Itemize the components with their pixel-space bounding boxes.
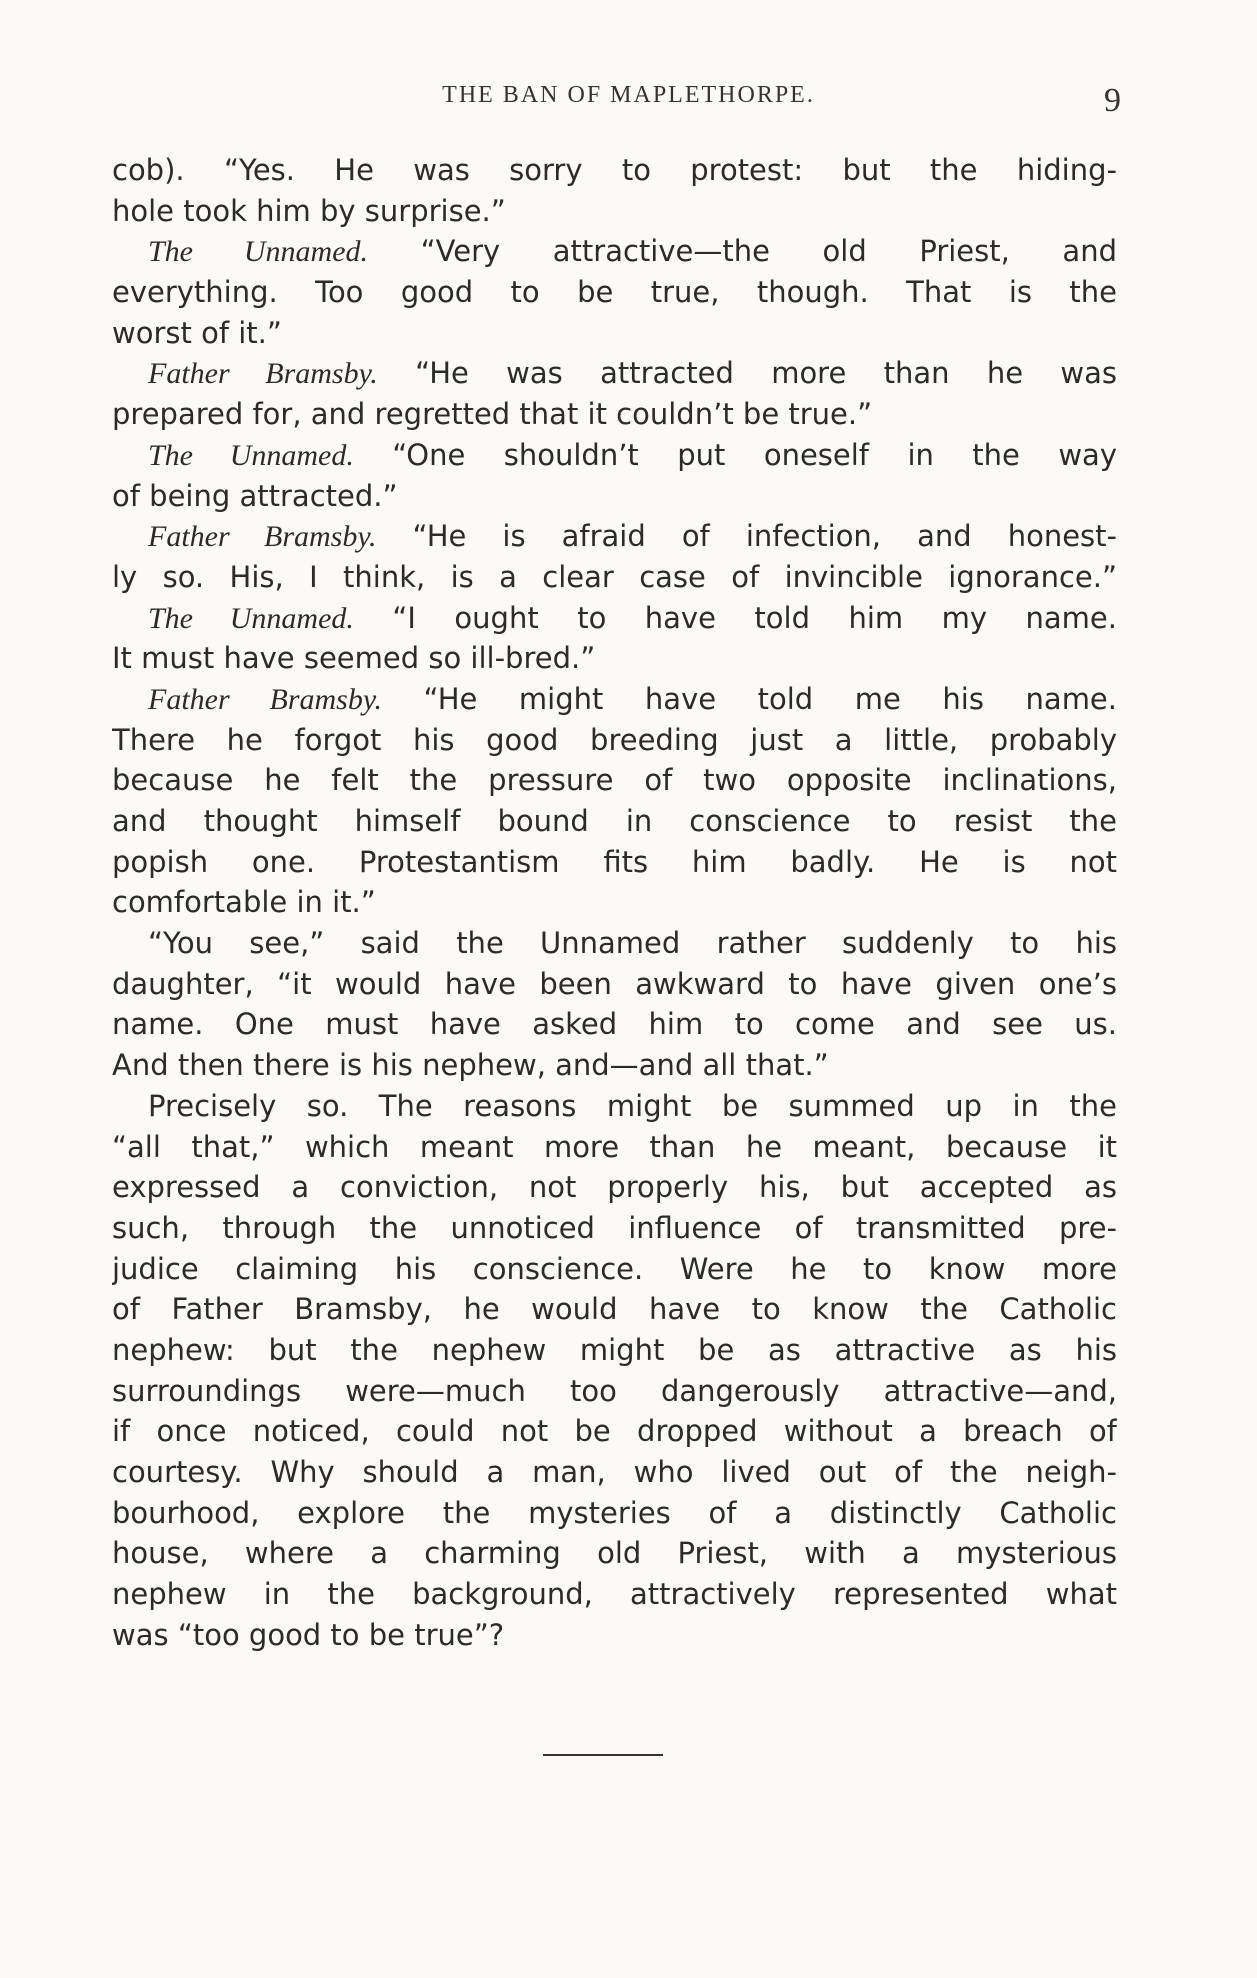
text-line xyxy=(112,720,1117,761)
text-line xyxy=(112,1533,1117,1574)
text-line xyxy=(112,1208,1117,1249)
text-line xyxy=(112,1411,1117,1452)
line-text: And then there is his nephew, and—and all that.” xyxy=(112,1048,829,1083)
line-text: “You see,” said the Unnamed rather suddenly to his xyxy=(148,926,1117,961)
text-line xyxy=(112,1574,1117,1615)
line-text: hole took him by surprise.” xyxy=(112,193,506,228)
text-line xyxy=(112,394,1117,435)
text-line xyxy=(112,1289,1117,1330)
running-head xyxy=(0,78,1257,118)
text-line xyxy=(112,842,1117,883)
text-line xyxy=(112,1330,1117,1371)
line-text: daughter, “it would have been awkward to have given one’s xyxy=(112,966,1117,1001)
line-text: “He is afraid of infection, and honest- xyxy=(376,519,1117,554)
line-text: bourhood, explore the mysteries of a distinctly Catholic xyxy=(112,1495,1117,1530)
body-text xyxy=(112,150,1117,1655)
line-text: surroundings were—much too dangerously attractive—and, xyxy=(112,1373,1117,1408)
text-line xyxy=(112,923,1117,964)
line-text: if once noticed, could not be dropped without a breach of xyxy=(112,1414,1117,1449)
text-line xyxy=(112,1004,1117,1045)
line-text: nephew: but the nephew might be as attractive as his xyxy=(112,1332,1117,1367)
line-text: and thought himself bound in conscience to resist the xyxy=(112,804,1117,838)
text-line xyxy=(112,476,1117,517)
line-text: popish one. Protestantism fits him badly. He is not xyxy=(112,844,1117,879)
line-text: courtesy. Why should a man, who lived out of the neigh- xyxy=(112,1455,1117,1489)
text-line xyxy=(112,598,1117,639)
text-line xyxy=(112,1127,1117,1168)
text-line xyxy=(112,353,1117,394)
end-rule xyxy=(543,1754,663,1756)
line-text: It must have seemed so ill-bred.” xyxy=(112,641,596,676)
line-text: prepared for, and regretted that it couldn’t be true.” xyxy=(112,397,873,432)
text-line xyxy=(112,1493,1117,1534)
line-text: “He was attracted more than he was xyxy=(377,356,1117,391)
line-text: expressed a conviction, not properly his, but accepted as xyxy=(112,1170,1117,1205)
line-text: Precisely so. The reasons might be summed up in the xyxy=(148,1088,1117,1123)
speaker-name: Father Bramsby. xyxy=(148,682,382,716)
text-line xyxy=(112,516,1117,557)
text-line xyxy=(112,801,1117,842)
text-line xyxy=(112,557,1117,598)
text-line xyxy=(112,1615,1117,1656)
text-line xyxy=(112,313,1117,354)
speaker-name: Father Bramsby. xyxy=(148,520,377,554)
line-text: “Very attractive—the old Priest, and xyxy=(368,234,1117,269)
line-text: of being attracted.” xyxy=(112,478,398,513)
text-line xyxy=(112,191,1117,232)
line-text: There he forgot his good breeding just a little, probably xyxy=(112,722,1117,757)
text-line xyxy=(112,272,1117,313)
line-text: “all that,” which meant more than he meant, because it xyxy=(112,1129,1117,1164)
text-line xyxy=(112,1371,1117,1412)
line-text: “I ought to have told him my name. xyxy=(353,600,1117,635)
text-line xyxy=(112,435,1117,476)
text-line xyxy=(112,882,1117,923)
line-text: such, through the unnoticed influence of transmitted pre- xyxy=(112,1210,1117,1245)
line-text: everything. Too good to be true, though. That is the xyxy=(112,275,1117,310)
line-text: worst of it.” xyxy=(112,315,282,350)
text-line xyxy=(112,1167,1117,1208)
speaker-name: Father Bramsby. xyxy=(148,357,378,391)
line-text: because he felt the pressure of two opposite inclinations, xyxy=(112,763,1117,798)
line-text: “He might have told me his name. xyxy=(382,681,1117,716)
text-line xyxy=(112,964,1117,1005)
line-text: ly so. His, I think, is a clear case of invincible ignorance.” xyxy=(112,559,1117,594)
line-text: name. One must have asked him to come and see us. xyxy=(112,1007,1117,1042)
speaker-name: The Unnamed. xyxy=(148,235,369,269)
text-line xyxy=(112,231,1117,272)
text-line xyxy=(112,679,1117,720)
text-line xyxy=(112,638,1117,679)
text-line xyxy=(112,760,1117,801)
text-line xyxy=(112,1452,1117,1493)
line-text: house, where a charming old Priest, with a mysterious xyxy=(112,1536,1117,1571)
text-line xyxy=(112,150,1117,191)
line-text: judice claiming his conscience. Were he to know more xyxy=(112,1251,1117,1286)
line-text: comfortable in it.” xyxy=(112,885,376,920)
text-line xyxy=(112,1086,1117,1127)
text-line xyxy=(112,1045,1117,1086)
line-text: of Father Bramsby, he would have to know the Catholic xyxy=(112,1292,1117,1327)
line-text: was “too good to be true”? xyxy=(112,1617,505,1652)
text-line xyxy=(112,1249,1117,1290)
page-number: 9 xyxy=(1104,82,1121,119)
line-text: “One shouldn’t put oneself in the way xyxy=(353,437,1117,472)
line-text: nephew in the background, attractively represented what xyxy=(112,1577,1117,1612)
speaker-name: The Unnamed. xyxy=(148,601,354,635)
running-title: THE BAN OF MAPLETHORPE. xyxy=(442,82,815,108)
line-text: cob). “Yes. He was sorry to protest: but the hiding- xyxy=(112,153,1117,187)
speaker-name: The Unnamed. xyxy=(148,438,354,472)
